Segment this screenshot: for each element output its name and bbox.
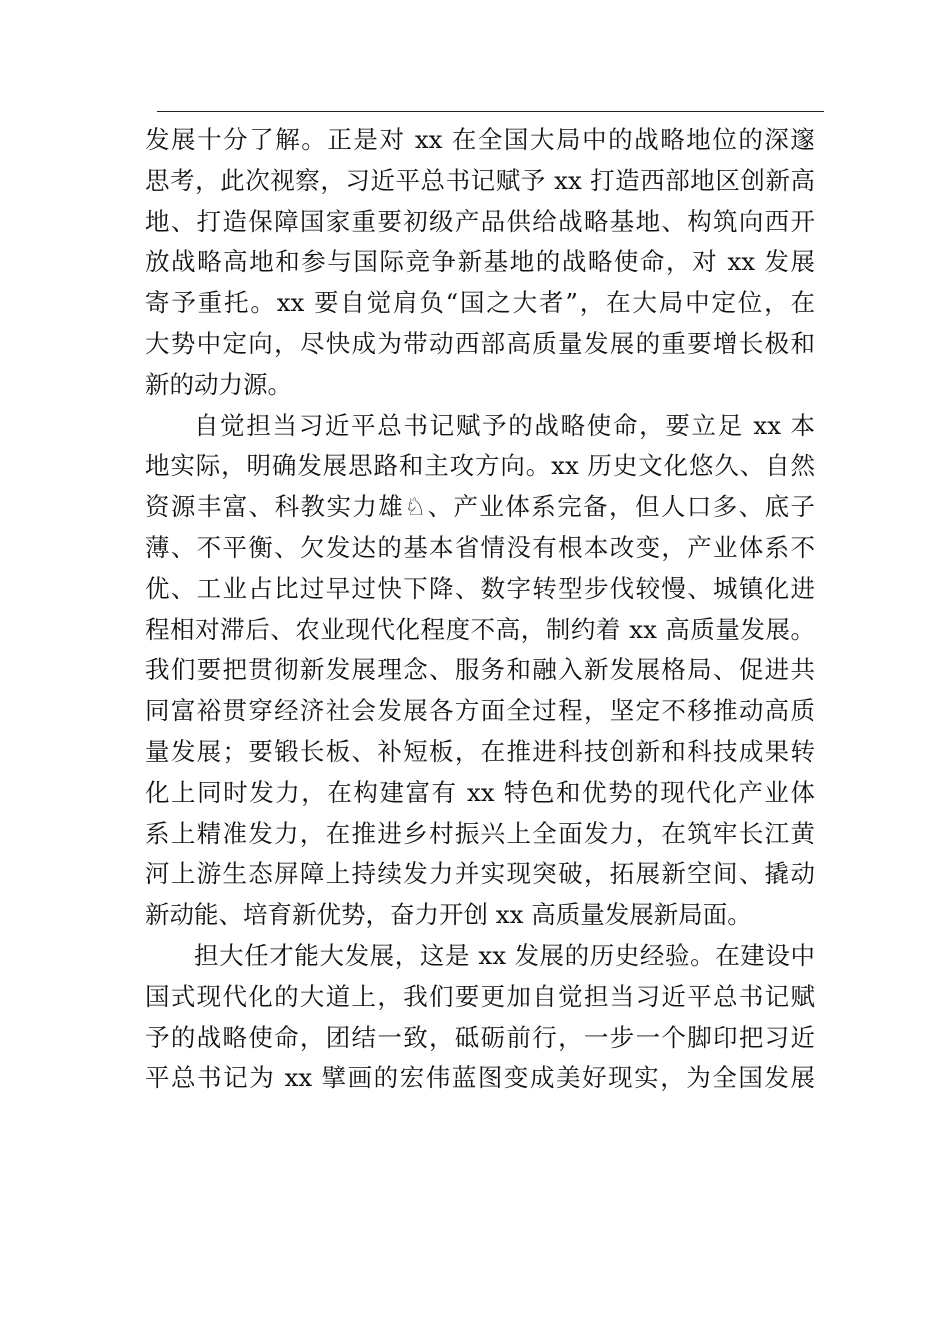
text-line: 优、工业占比过早过快下降、数字转型步伐较慢、城镇化进 — [145, 573, 815, 603]
text-line: 平总书记为 xx 擘画的宏伟蓝图变成美好现实，为全国发展 — [145, 1063, 815, 1093]
text-line: 地、打造保障国家重要初级产品供给战略基地、构筑向西开 — [145, 206, 815, 236]
text-line: 程相对滞后、农业现代化程度不高，制约着 xx 高质量发展。 — [145, 614, 815, 644]
text-line: 大势中定向，尽快成为带动西部高质量发展的重要增长极和 — [145, 328, 815, 358]
text-line: 放战略高地和参与国际竞争新基地的战略使命，对 xx 发展 — [145, 247, 815, 277]
paragraph-first-line: 担大任才能大发展，这是 xx 发展的历史经验。在建设中 — [194, 940, 815, 970]
text-line: 系上精准发力，在推进乡村振兴上全面发力，在筑牢长江黄 — [145, 818, 815, 848]
document-body — [145, 120, 815, 1099]
text-line: 化上同时发力，在构建富有 xx 特色和优势的现代化产业体 — [145, 777, 815, 807]
paragraph-first-line: 自觉担当习近平总书记赋予的战略使命，要立足 xx 本 — [194, 410, 815, 440]
text-line: 资源丰富、科教实力雄♘、产业体系完备，但人口多、底子 — [145, 492, 815, 522]
text-line: 河上游生态屏障上持续发力并实现突破，拓展新空间、撬动 — [145, 859, 815, 889]
text-line: 新的动力源。 — [145, 369, 292, 399]
text-line: 思考，此次视察，习近平总书记赋予 xx 打造西部地区创新高 — [145, 165, 815, 195]
header-divider — [157, 111, 824, 112]
text-line: 发展十分了解。正是对 xx 在全国大局中的战略地位的深邃 — [145, 125, 815, 154]
text-line: 地实际，明确发展思路和主攻方向。xx 历史文化悠久、自然 — [145, 451, 815, 481]
text-line: 量发展；要锻长板、补短板，在推进科技创新和科技成果转 — [145, 736, 815, 766]
text-line: 寄予重托。xx 要自觉肩负“国之大者”，在大局中定位，在 — [145, 288, 815, 318]
text-line: 予的战略使命，团结一致，砥砺前行，一步一个脚印把习近 — [145, 1022, 815, 1052]
text-line: 薄、不平衡、欠发达的基本省情没有根本改变，产业体系不 — [145, 532, 815, 562]
text-line: 新动能、培育新优势，奋力开创 xx 高质量发展新局面。 — [145, 900, 752, 930]
text-line: 我们要把贯彻新发展理念、服务和融入新发展格局、促进共 — [145, 655, 815, 685]
text-line: 同富裕贯穿经济社会发展各方面全过程，坚定不移推动高质 — [145, 696, 815, 726]
text-line: 国式现代化的大道上，我们要更加自觉担当习近平总书记赋 — [145, 981, 815, 1011]
